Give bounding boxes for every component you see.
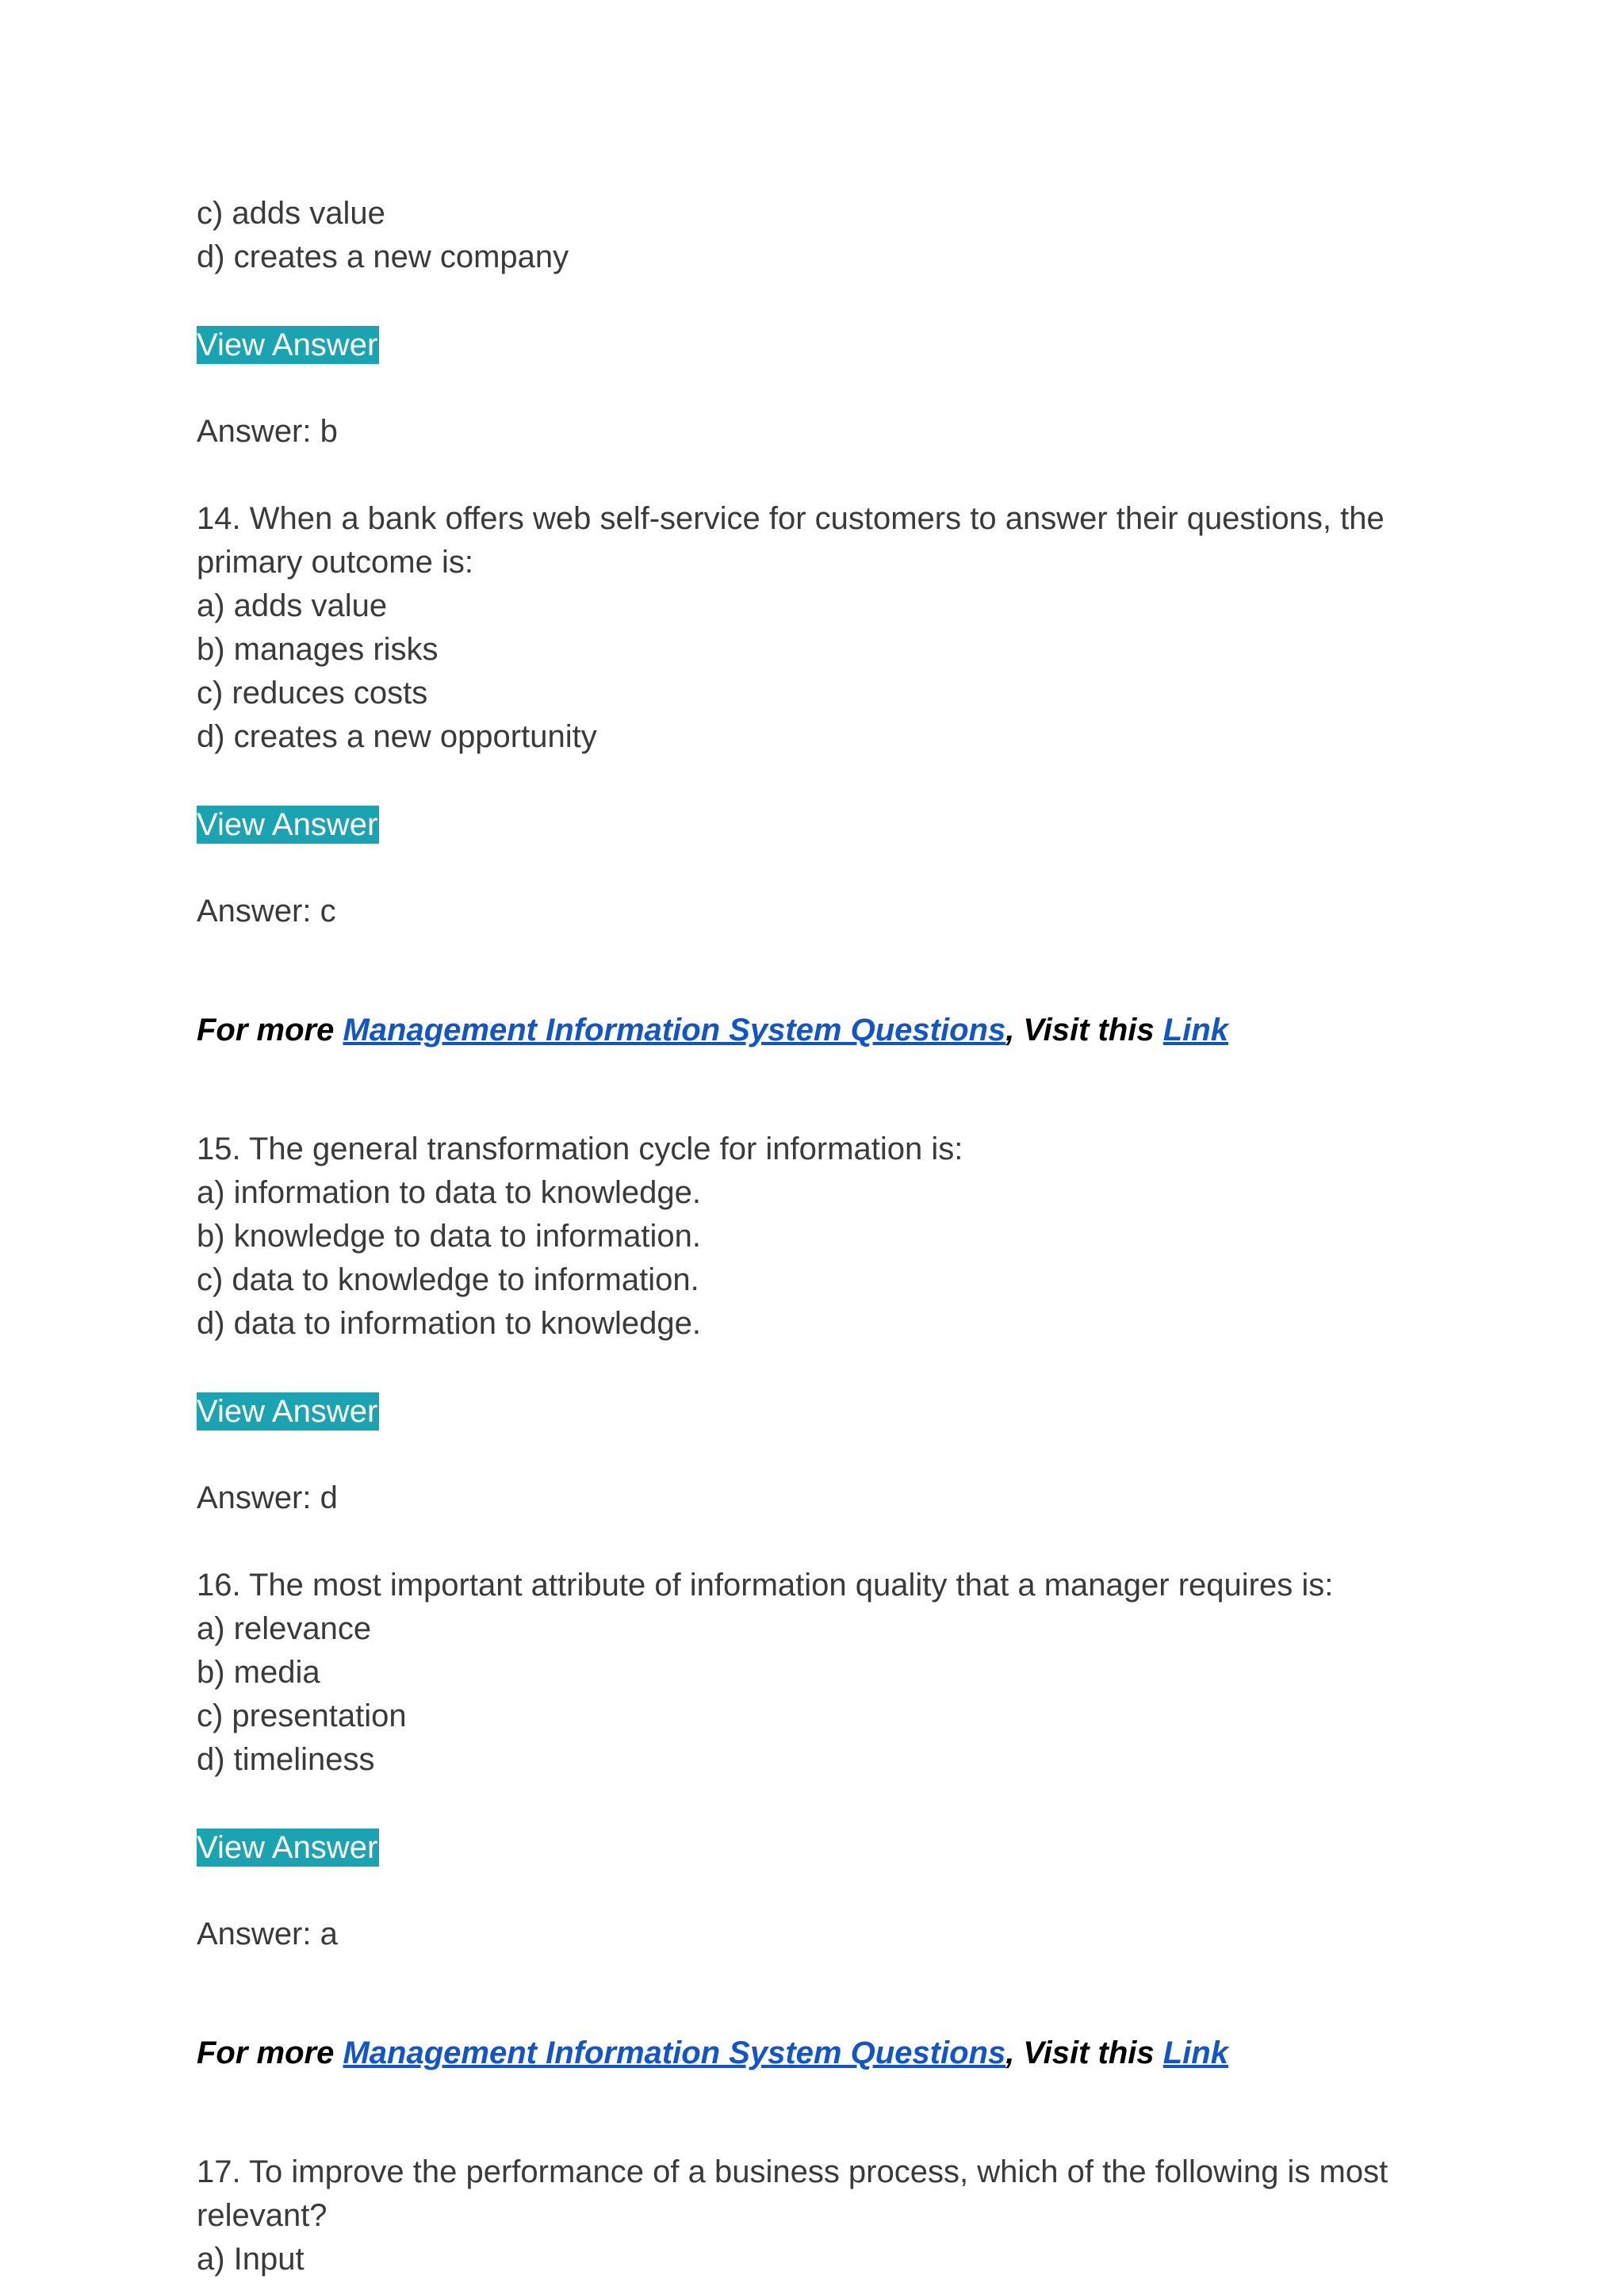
promo-middle: , Visit this	[1005, 2035, 1163, 2070]
question-text-line2: primary outcome is:	[197, 545, 473, 580]
answer-text: Answer: c	[197, 894, 336, 929]
question-text-line1: 17. To improve the performance of a business process, which of the following is most	[197, 2154, 1388, 2189]
option-a: a) information to data to knowledge.	[197, 1175, 701, 1210]
option-a: a) Input	[197, 2242, 304, 2277]
option-d: d) data to information to knowledge.	[197, 1306, 701, 1341]
option-c: c) adds value	[197, 196, 385, 231]
question-text-line1: 14. When a bank offers web self-service for customers to answer their questions, the	[197, 501, 1385, 536]
answer-text: Answer: b	[197, 414, 338, 449]
promo-prefix: For more	[197, 2035, 343, 2070]
more-questions-promo	[197, 2032, 1497, 2075]
answer-text: Answer: a	[197, 1917, 338, 1951]
option-b: b) media	[197, 1655, 320, 1690]
mis-questions-link[interactable]: Management Information System Questions	[343, 2035, 1006, 2070]
option-d: d) timeliness	[197, 1742, 375, 1777]
question-text: 15. The general transformation cycle for information is:	[197, 1132, 963, 1166]
question-15	[197, 1128, 1497, 1520]
more-questions-promo	[197, 1009, 1497, 1052]
question-13	[197, 192, 1497, 454]
option-a: a) adds value	[197, 588, 388, 623]
option-d: d) creates a new company	[197, 239, 569, 274]
document-page	[197, 192, 1497, 2281]
promo-prefix: For more	[197, 1013, 343, 1047]
question-16	[197, 1564, 1497, 1956]
option-a: a) relevance	[197, 1611, 372, 1646]
view-answer-button[interactable]: View Answer	[197, 806, 378, 842]
option-b: b) manages risks	[197, 632, 439, 667]
view-answer-button[interactable]: View Answer	[197, 1393, 378, 1429]
question-text: 16. The most important attribute of information quality that a manager requires is:	[197, 1568, 1334, 1603]
option-c: c) presentation	[197, 1698, 407, 1733]
option-c: c) reduces costs	[197, 676, 428, 710]
option-d: d) creates a new opportunity	[197, 719, 597, 754]
answer-text: Answer: d	[197, 1480, 338, 1515]
option-c: c) data to knowledge to information.	[197, 1262, 699, 1297]
question-17	[197, 2150, 1497, 2281]
mis-questions-link[interactable]: Management Information System Questions	[343, 1013, 1006, 1047]
visit-link[interactable]: Link	[1162, 2035, 1228, 2070]
visit-link[interactable]: Link	[1162, 1013, 1228, 1047]
view-answer-button[interactable]: View Answer	[197, 327, 378, 362]
question-14	[197, 497, 1497, 933]
option-b: b) knowledge to data to information.	[197, 1219, 701, 1254]
question-text-line2: relevant?	[197, 2198, 327, 2233]
view-answer-button[interactable]: View Answer	[197, 1829, 378, 1865]
promo-middle: , Visit this	[1005, 1013, 1163, 1047]
